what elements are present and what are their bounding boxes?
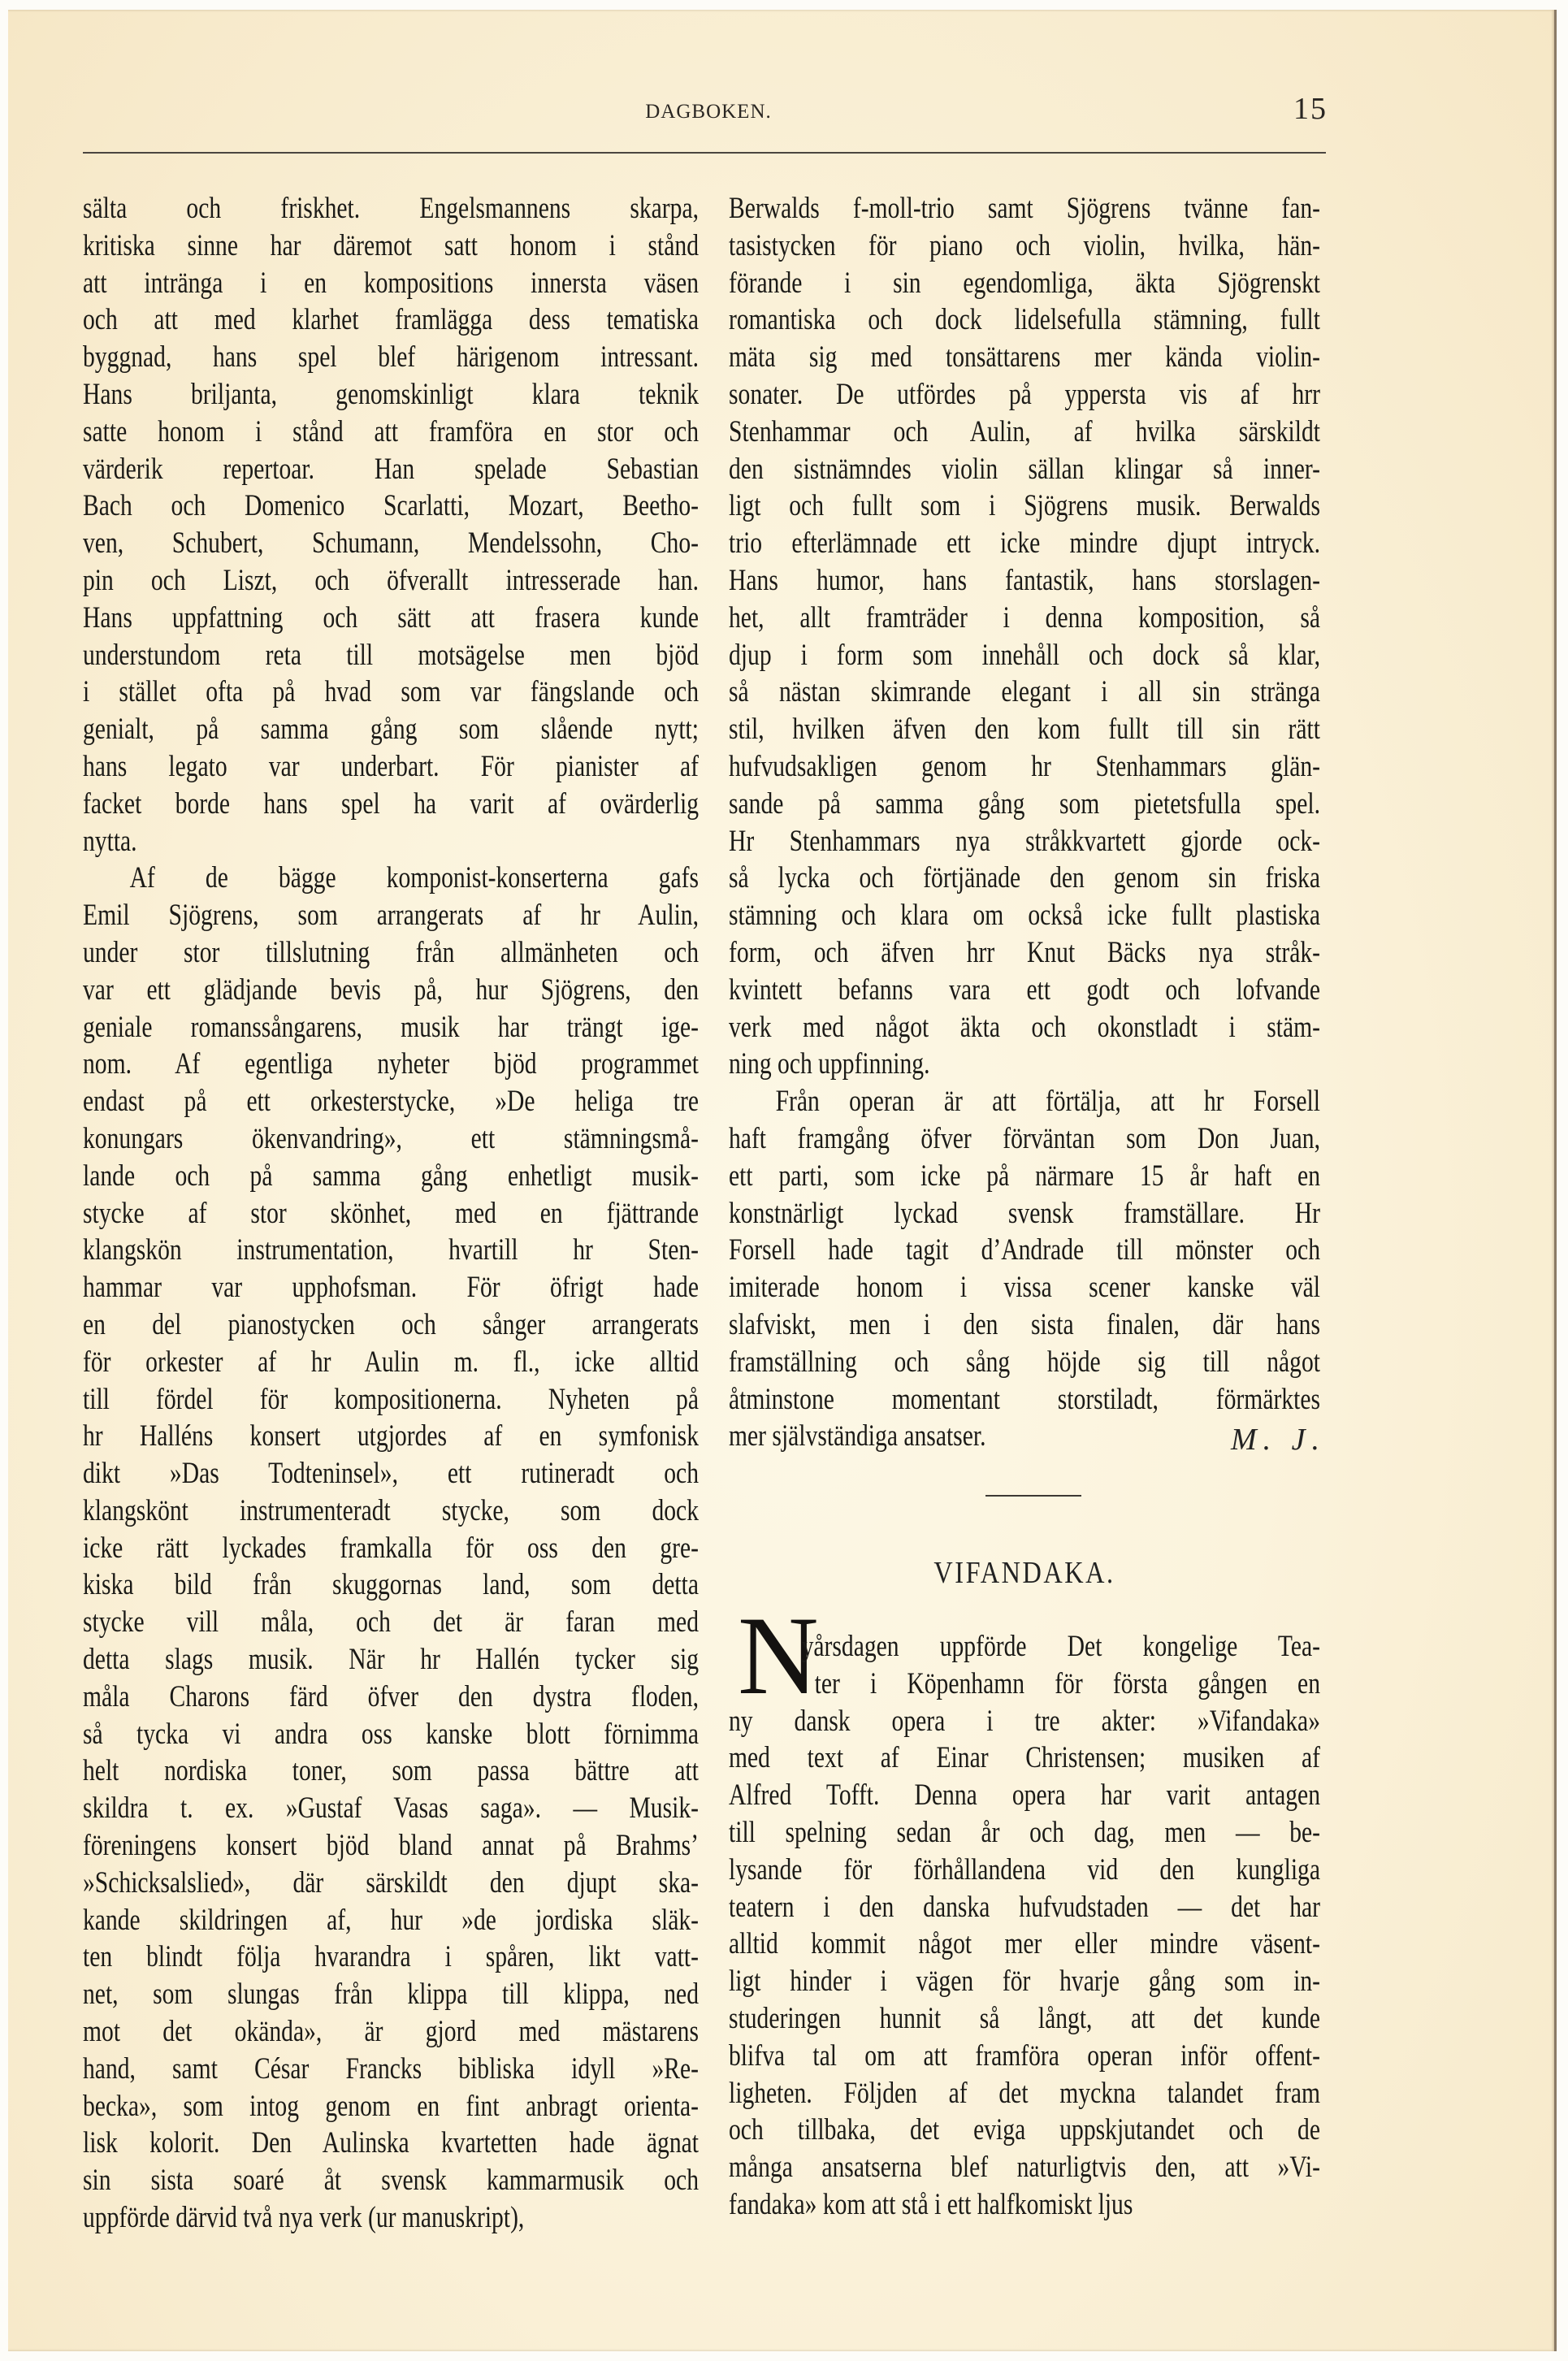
line-text: kiska bild från skuggornas land, som detta <box>83 1568 699 1602</box>
text-line <box>729 711 1320 748</box>
line-text: helt nordiska toner, som passa bättre att <box>83 1754 699 1788</box>
text-line <box>729 1158 1320 1195</box>
text-line <box>729 1009 1320 1046</box>
line-text: mer självständiga ansatser. <box>729 1419 986 1453</box>
line-text: teatern i den danska hufvudstaden — det har <box>729 1890 1320 1924</box>
line-text: stämning och klara om också icke fullt plastiska <box>729 899 1320 933</box>
line-text: »Schicksalslied», där särskildt den djupt ska- <box>83 1865 699 1900</box>
line-text: studeringen hunnit så långt, att det kunde <box>729 2001 1320 2035</box>
line-text: fandaka» kom att stå i ett halfkomiskt ljus <box>729 2187 1133 2221</box>
text-line <box>83 1530 699 1567</box>
text-line <box>729 562 1320 600</box>
author-signature: M. J. <box>1231 1423 1327 1457</box>
text-line <box>729 1269 1320 1306</box>
line-text: sande på samma gång som pietetsfulla spel. <box>729 786 1320 821</box>
text-line <box>83 600 699 637</box>
line-text: hufvudsakligen genom hr Stenhammars glän- <box>729 749 1320 783</box>
text-line <box>83 1902 699 1939</box>
text-line <box>729 301 1320 339</box>
line-text: trio efterlämnade ett icke mindre djupt intryck. <box>729 526 1320 561</box>
text-line <box>83 1269 699 1306</box>
line-text: förande i sin egendomliga, äkta Sjögrenskt <box>729 266 1320 300</box>
line-text: att intränga i en kompositions innersta väsen <box>83 266 699 300</box>
line-text: blifva tal om att framföra operan inför offent- <box>729 2038 1320 2073</box>
text-line <box>83 525 699 562</box>
line-text: dikt »Das Todteninsel», ett rutineradt och <box>83 1457 699 1491</box>
text-line <box>83 1716 699 1753</box>
line-text: ett parti, som icke på närmare 15 år haft en <box>729 1159 1320 1193</box>
text-line <box>83 1679 699 1716</box>
text-line <box>729 227 1320 265</box>
text-line <box>729 1046 1320 1083</box>
text-line <box>729 1852 1320 1889</box>
text-line <box>83 1865 699 1902</box>
text-line <box>83 301 699 339</box>
text-line <box>729 972 1320 1009</box>
text-line <box>83 1232 699 1269</box>
line-text: ny dansk opera i tre akter: »Vifandaka» <box>729 1704 1320 1738</box>
line-text: satte honom i stånd att framföra en stor och <box>83 414 699 448</box>
line-text: hr Halléns konsert utgjordes af en symfonisk <box>83 1419 699 1453</box>
text-line <box>729 786 1320 823</box>
line-text: genialt, på samma gång som slående nytt; <box>83 713 699 747</box>
text-line <box>729 1232 1320 1269</box>
text-line <box>729 637 1320 674</box>
line-text: Emil Sjögrens, som arrangerats af hr Aulin, <box>83 899 699 933</box>
text-line <box>83 972 699 1009</box>
line-text: Hans briljanta, genomskinligt klara teknik <box>83 377 699 411</box>
line-text: becka», som intog genom en fint anbragt orienta- <box>83 2089 699 2123</box>
section-title: VIFANDAKA. <box>933 1556 1115 1590</box>
line-text: ligt hinder i vägen för hvarje gång som in- <box>729 1965 1320 1999</box>
text-line <box>83 1827 699 1865</box>
line-text: hans legato var underbart. För pianister af <box>83 749 699 783</box>
text-line <box>729 674 1320 711</box>
text-line <box>83 376 699 414</box>
text-line <box>83 748 699 786</box>
line-text: Stenhammar och Aulin, af hvilka särskildt <box>729 414 1320 448</box>
line-text: yårsdagen uppförde Det kongelige Tea- <box>801 1630 1320 1663</box>
running-head: DAGBOKEN. <box>645 101 772 123</box>
text-line <box>729 265 1320 302</box>
line-text: värderik repertoar. Han spelade Sebastian <box>83 452 699 486</box>
text-line <box>729 2149 1320 2186</box>
line-text: ten blindt följa hvarandra i spåren, likt vatt- <box>83 1940 699 1974</box>
right-column <box>729 190 1320 1455</box>
line-text: var ett glädjande bevis på, hur Sjögrens, den <box>83 973 699 1007</box>
line-text: Hr Stenhammars nya stråkkvartett gjorde ock- <box>729 824 1320 858</box>
text-line <box>83 1083 699 1120</box>
line-text: tasistycken för piano och violin, hvilka, hän- <box>729 228 1320 262</box>
line-text: geniale romanssångarens, musik har trängt ige- <box>83 1010 699 1044</box>
text-line <box>729 376 1320 414</box>
line-text: under stor tillslutning från allmänheten och <box>83 935 699 969</box>
line-text: Af de bägge komponist-konserterna gafs <box>129 861 699 895</box>
line-text: med text af Einar Christensen; musiken af <box>729 1741 1320 1775</box>
text-line <box>729 1381 1320 1419</box>
line-text: åtminstone momentant storstiladt, förmärktes <box>729 1382 1320 1416</box>
text-line <box>729 1195 1320 1232</box>
text-line <box>729 2075 1320 2112</box>
line-text: kvintett befanns vara ett godt och lofvande <box>729 973 1320 1007</box>
line-text: pin och Liszt, och öfverallt intresserade han. <box>83 563 699 597</box>
text-line <box>83 1752 699 1790</box>
text-line <box>83 1009 699 1046</box>
text-line <box>83 1381 699 1419</box>
line-text: nytta. <box>83 824 137 858</box>
text-line <box>729 339 1320 376</box>
text-line <box>83 2013 699 2051</box>
line-text: klangskön instrumentation, hvartill hr Sten- <box>83 1233 699 1267</box>
text-line <box>729 897 1320 934</box>
line-text: till fördel för kompositionerna. Nyheten på <box>83 1382 699 1416</box>
line-text: form, och äfven hrr Knut Bäcks nya stråk- <box>729 935 1320 969</box>
line-text: en del pianostycken och sånger arrangerats <box>83 1307 699 1341</box>
text-line <box>83 1455 699 1492</box>
line-text: hand, samt César Francks bibliska idyll »Re- <box>83 2051 699 2086</box>
text-line <box>83 2162 699 2199</box>
text-line <box>729 860 1320 897</box>
line-text: mäta sig med tonsättarens mer kända violin- <box>729 340 1320 375</box>
line-text: hammar var upphofsman. För öfrigt hade <box>83 1271 699 1305</box>
line-text: romantiska och dock lidelsefulla stämning, fullt <box>729 303 1320 337</box>
text-line <box>83 487 699 525</box>
page-edge-shadow <box>1554 10 1557 2351</box>
line-text: kande skildringen af, hur »de jordiska släk- <box>83 1903 699 1937</box>
line-text: ning och uppfinning. <box>729 1047 930 1081</box>
text-line <box>83 227 699 265</box>
text-line <box>83 1046 699 1083</box>
left-column <box>83 190 699 2237</box>
text-line <box>83 2125 699 2162</box>
line-text: konungars ökenvandring», ett stämningsmå- <box>83 1121 699 1155</box>
line-text: slafviskt, men i den sista finalen, där hans <box>729 1307 1320 1341</box>
line-text: Berwalds f-moll-trio samt Sjögrens tvänne fan- <box>729 192 1320 225</box>
text-line <box>83 2051 699 2088</box>
text-line <box>83 786 699 823</box>
text-line <box>729 1963 1320 2000</box>
line-text: djup i form som innehåll och dock så klar, <box>729 638 1320 672</box>
text-line <box>83 1641 699 1679</box>
line-text: så lycka och förtjänade den genom sin friska <box>729 861 1320 895</box>
text-line <box>729 600 1320 637</box>
text-line <box>729 1120 1320 1158</box>
line-text: och att med klarhet framlägga dess tematiska <box>83 303 699 337</box>
line-text: Bach och Domenico Scarlatti, Mozart, Beetho- <box>83 489 699 523</box>
text-line <box>729 1628 1320 1666</box>
line-text: haft framgång öfver förväntan som Don Juan, <box>729 1121 1320 1155</box>
text-line <box>83 414 699 451</box>
text-line <box>729 1777 1320 1814</box>
line-text: till spelning sedan år och dag, men — be- <box>729 1815 1320 1849</box>
text-line <box>729 451 1320 488</box>
text-line <box>83 1790 699 1827</box>
text-line <box>83 451 699 488</box>
line-text: och tillbaka, det eviga uppskjutandet och de <box>729 2113 1320 2147</box>
header-rule <box>83 152 1326 154</box>
text-line <box>83 1195 699 1232</box>
line-text: Hans uppfattning och sätt att frasera kunde <box>83 600 699 635</box>
line-text: konstnärligt lyckad svensk framställare. Hr <box>729 1196 1320 1230</box>
text-line <box>83 1492 699 1530</box>
line-text: stycke vill måla, och det är faran med <box>83 1605 699 1640</box>
text-line <box>729 1703 1320 1740</box>
text-line <box>729 1739 1320 1777</box>
line-text: för orkester af hr Aulin m. fl., icke alltid <box>83 1345 699 1379</box>
text-line <box>83 562 699 600</box>
text-line <box>83 190 699 227</box>
text-line <box>729 1344 1320 1381</box>
line-text: många ansatserna blef naturligtvis den, att »Vi- <box>729 2151 1320 2185</box>
text-line <box>729 1666 1320 1703</box>
text-line <box>83 1604 699 1641</box>
text-line <box>83 934 699 972</box>
line-text: detta slags musik. När hr Hallén tycker sig <box>83 1643 699 1677</box>
text-line <box>729 2112 1320 2149</box>
line-text: ter i Köpenhamn för första gången en <box>814 1666 1320 1700</box>
line-text: måla Charons färd öfver den dystra floden, <box>83 1679 699 1713</box>
line-text: stycke af stor skönhet, med en fjättrande <box>83 1196 699 1230</box>
line-text: den sistnämndes violin sällan klingar så inner- <box>729 452 1320 486</box>
line-text: nom. Af egentliga nyheter bjöd programmet <box>83 1047 699 1081</box>
line-text: byggnad, hans spel blef härigenom intressant. <box>83 340 699 375</box>
book-page <box>8 10 1557 2351</box>
line-text: Hans humor, hans fantastik, hans storslagen- <box>729 563 1320 597</box>
line-text: net, som slungas från klippa till klippa, ned <box>83 1978 699 2012</box>
line-text: så tycka vi andra oss kanske blott förnimma <box>83 1717 699 1751</box>
page-number: 15 <box>1293 92 1328 126</box>
line-text: lisk kolorit. Den Aulinska kvartetten hade ägnat <box>83 2126 699 2160</box>
text-line <box>83 339 699 376</box>
line-text: icke rätt lyckades framkalla för oss den gre- <box>83 1531 699 1565</box>
line-text: sin sista soaré åt svensk kammarmusik och <box>83 2164 699 2198</box>
text-line <box>83 1158 699 1195</box>
line-text: alltid kommit något mer eller mindre väsent- <box>729 1927 1320 1961</box>
line-text: uppförde därvid två nya verk (ur manuskript), <box>83 2201 525 2235</box>
line-text: Alfred Tofft. Denna opera har varit antagen <box>729 1778 1320 1813</box>
line-text: het, allt framträder i denna komposition, så <box>729 600 1320 635</box>
text-line <box>83 674 699 711</box>
line-text: mot det okända», är gjord med mästarens <box>83 2015 699 2049</box>
line-text: sonater. De utfördes på yppersta vis af hrr <box>729 377 1320 411</box>
line-text: sälta och friskhet. Engelsmannens skarpa, <box>83 192 699 225</box>
line-text: kritiska sinne har däremot satt honom i stånd <box>83 228 699 262</box>
line-text: endast på ett orkesterstycke, »De heliga tre <box>83 1085 699 1119</box>
line-text: skildra t. ex. »Gustaf Vasas saga». — Musik- <box>83 1791 699 1826</box>
line-text: klangskönt instrumenteradt stycke, som dock <box>83 1493 699 1527</box>
text-line <box>729 487 1320 525</box>
text-line <box>729 1814 1320 1852</box>
text-line <box>729 748 1320 786</box>
text-line <box>729 1306 1320 1344</box>
line-text: understundom reta till motsägelse men bjöd <box>83 638 699 672</box>
section-body <box>729 1628 1320 2224</box>
text-line <box>729 1926 1320 1963</box>
line-text: ligheten. Följden af det myckna talandet fram <box>729 2076 1320 2110</box>
text-line <box>83 1939 699 1976</box>
drop-cap: N <box>738 1593 819 1718</box>
text-line <box>83 897 699 934</box>
text-line <box>83 2199 699 2237</box>
line-text: lande och på samma gång enhetligt musik- <box>83 1159 699 1193</box>
line-text: ven, Schubert, Schumann, Mendelssohn, Cho- <box>83 526 699 561</box>
text-line <box>729 2000 1320 2038</box>
text-line <box>729 2186 1320 2224</box>
line-text: verk med något äkta och okonstladt i stäm- <box>729 1010 1320 1044</box>
line-text: Från operan är att förtälja, att hr Forsell <box>775 1085 1320 1119</box>
line-text: stil, hvilken äfven den kom fullt till sin rätt <box>729 713 1320 747</box>
line-text: lysande för förhållandena vid den kungliga <box>729 1852 1320 1887</box>
text-line <box>83 1120 699 1158</box>
text-line <box>729 934 1320 972</box>
text-line <box>83 711 699 748</box>
line-text: Forsell hade tagit d’Andrade till mönster och <box>729 1233 1320 1267</box>
text-line <box>83 265 699 302</box>
text-line <box>729 1889 1320 1926</box>
line-text: imiterade honom i vissa scener kanske väl <box>729 1271 1320 1305</box>
text-line <box>83 860 699 897</box>
text-line <box>83 1976 699 2013</box>
section-divider <box>985 1495 1081 1497</box>
line-text: ligt och fullt som i Sjögrens musik. Berwalds <box>729 489 1320 523</box>
text-line <box>83 823 699 860</box>
text-line <box>83 637 699 674</box>
text-line <box>83 1306 699 1344</box>
text-line <box>729 1083 1320 1120</box>
text-line <box>729 823 1320 860</box>
line-text: föreningens konsert bjöd bland annat på Brahms’ <box>83 1829 699 1863</box>
text-line <box>729 525 1320 562</box>
line-text: facket borde hans spel ha varit af ovärderlig <box>83 786 699 821</box>
line-text: så nästan skimrande elegant i all sin stränga <box>729 675 1320 709</box>
text-line <box>729 190 1320 227</box>
text-line <box>83 1344 699 1381</box>
text-line <box>83 2088 699 2125</box>
line-text: framställning och sång höjde sig till något <box>729 1345 1320 1379</box>
text-line <box>729 414 1320 451</box>
text-line <box>729 2038 1320 2075</box>
text-line <box>83 1566 699 1604</box>
line-text: i stället ofta på hvad som var fängslande och <box>83 675 699 709</box>
text-line <box>83 1418 699 1455</box>
